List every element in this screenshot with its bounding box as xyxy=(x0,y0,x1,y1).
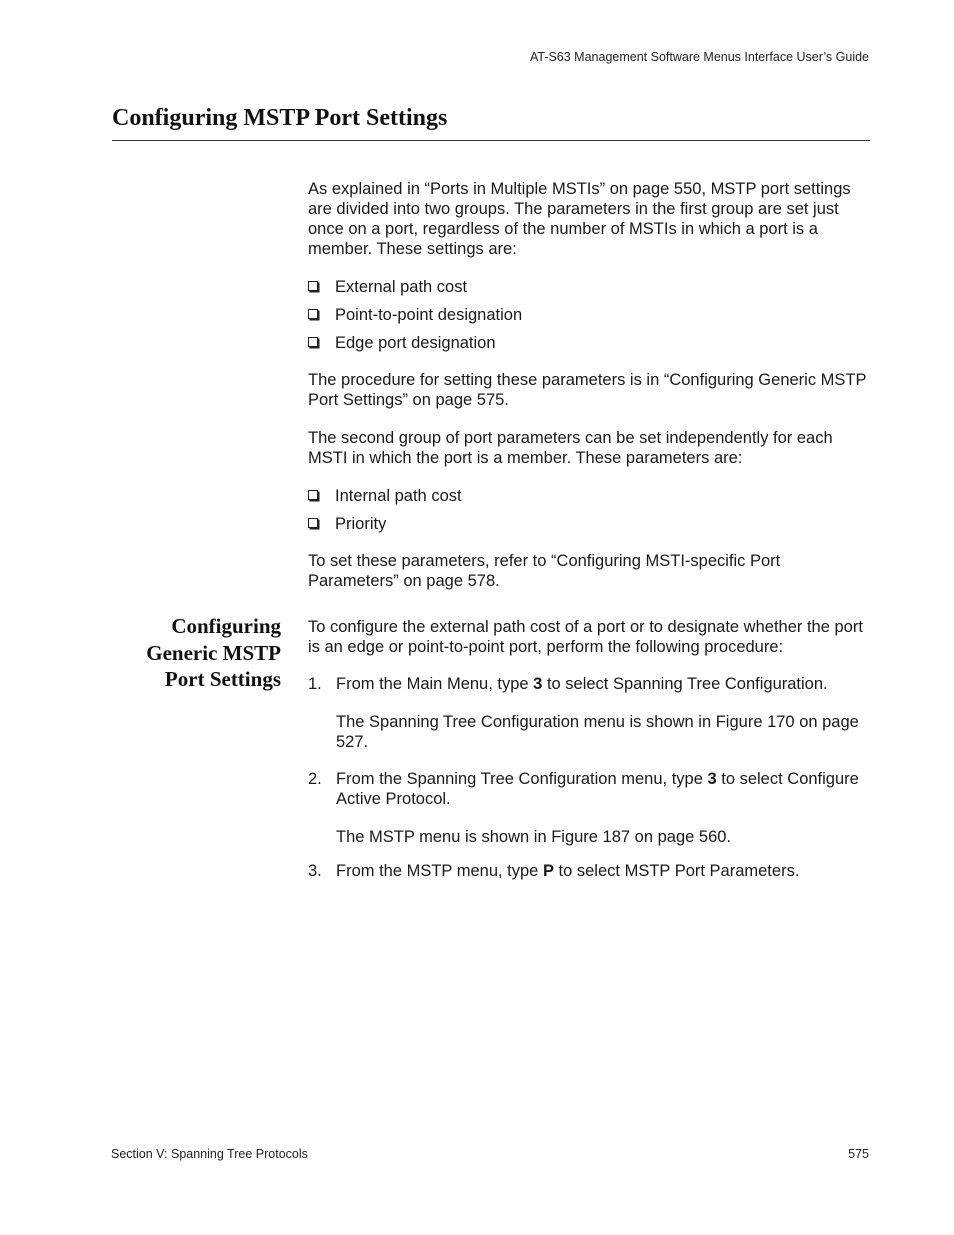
key-label: 3 xyxy=(707,770,717,788)
procedure-step: 1. From the Main Menu, type 3 to select Spanning Tree Configuration. xyxy=(308,675,828,693)
group2-intro: The second group of port parameters can be set independently for each MSTI in which the port is a member. These parameters are: xyxy=(308,429,833,467)
running-header: AT-S63 Management Software Menus Interface User’s Guide xyxy=(529,50,869,64)
checkbox-bullet-icon xyxy=(308,337,318,347)
intro-paragraph: As explained in “Ports in Multiple MSTIs” on page 550, MSTP port settings are divided into two groups. The parameters in the first group are set just once on a port, regardless of the number of MSTIs in which a port is a member. These settings are: xyxy=(308,180,851,258)
group1-reference: The procedure for setting these parameters is in “Configuring Generic MSTP Port Settings” on page 575. xyxy=(308,371,867,409)
page-number: 575 xyxy=(848,1147,869,1161)
procedure-intro: To configure the external path cost of a port or to designate whether the port is an edge or point-to-point port, perform the following procedure: xyxy=(308,618,863,656)
step-note: The MSTP menu is shown in Figure 187 on page 560. xyxy=(336,828,732,846)
list-item: Point-to-point designation xyxy=(308,305,522,325)
checkbox-bullet-icon xyxy=(308,518,318,528)
key-label: 3 xyxy=(533,675,543,693)
checkbox-bullet-icon xyxy=(308,281,318,291)
list-item: Priority xyxy=(308,514,386,534)
subsection-heading: Configuring Generic MSTP Port Settings xyxy=(146,614,281,691)
title-divider xyxy=(112,140,870,141)
list-item: External path cost xyxy=(308,277,467,297)
procedure-step: 3. From the MSTP menu, type P to select MSTP Port Parameters. xyxy=(308,862,800,880)
step-note: The Spanning Tree Configuration menu is shown in Figure 170 on page 527. xyxy=(336,713,859,751)
list-item: Internal path cost xyxy=(308,486,462,506)
procedure-step: 2. From the Spanning Tree Configuration menu, type 3 to select Configure Active Protocol. xyxy=(308,770,859,808)
footer-section-label: Section V: Spanning Tree Protocols xyxy=(111,1147,308,1161)
page-title: Configuring MSTP Port Settings xyxy=(112,105,448,131)
group2-reference: To set these parameters, refer to “Configuring MSTI-specific Port Parameters” on page 578. xyxy=(308,552,781,590)
checkbox-bullet-icon xyxy=(308,309,318,319)
checkbox-bullet-icon xyxy=(308,490,318,500)
key-label: P xyxy=(542,862,554,880)
list-item: Edge port designation xyxy=(308,333,496,353)
